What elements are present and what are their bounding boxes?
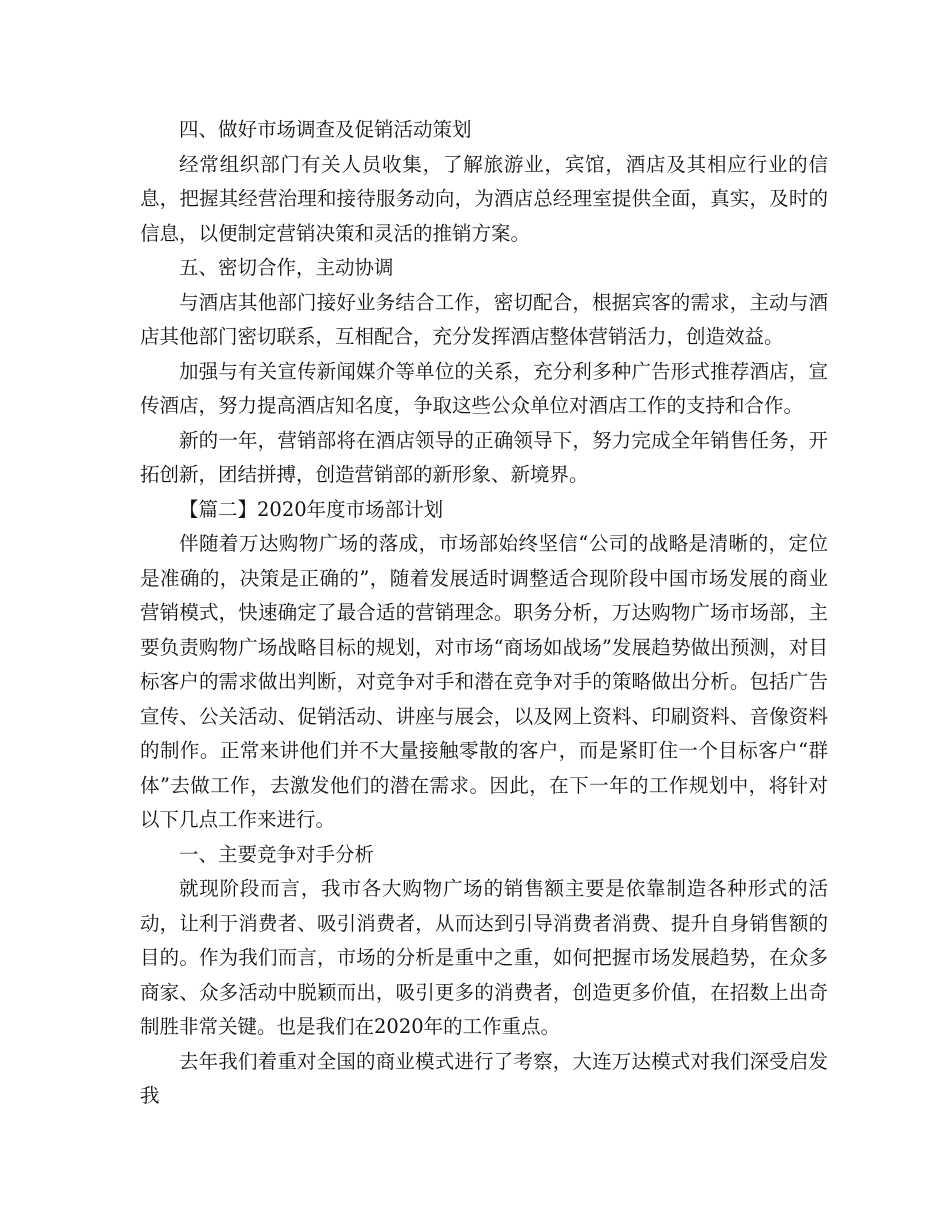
document-body: [140, 113, 828, 1114]
paragraph: 去年我们着重对全国的商业模式进行了考察，大连万达模式对我们深受启发我: [140, 1049, 828, 1107]
paragraph: 新的一年，营销部将在酒店领导的正确领导下，努力完成全年销售任务，开拓创新，团结拼搏，创造营销部的新形象、新境界。: [140, 428, 828, 486]
section-heading-market-research: 四、做好市场调查及促销活动策划: [179, 118, 472, 141]
section-heading-competitor-analysis: 一、主要竞争对手分析: [179, 842, 375, 866]
paragraph: 伴随着万达购物广场的落成，市场部始终坚信“公司的战略是清晰的，定位是准确的，决策是正确的”，随着发展适时调整适合现阶段中国市场发展的商业营销模式，快速确定了最合适的营销理念。职务分析，万达购物广场市场部，主要负责购物广场战略目标的规划，对市场“商场如战场”发展趋势做出预测，对目标客户的需求做出判断，对竞争对手和潜在竞争对手的策略做出分析。包括广告宣传、公关活动、促销活动、讲座与展会，以及网上资料、印刷资料、音像资料的制作。正常来讲他们并不大量接触零散的客户，而是紧盯住一个目标客户“群体”去做工作，去激发他们的潜在需求。因此，在下一年的工作规划中，将针对以下几点工作来进行。: [140, 532, 828, 831]
paragraph: 就现阶段而言，我市各大购物广场的销售额主要是依靠制造各种形式的活动，让利于消费者、吸引消费者，从而达到引导消费者消费、提升自身销售额的目的。作为我们而言，市场的分析是重中之重，如何把握市场发展趋势，在众多商家、众多活动中脱颖而出，吸引更多的消费者，创造更多价值，在招数上出奇制胜非常关键。也是我们在2020年的工作重点。: [140, 877, 828, 1038]
paragraph: 经常组织部门有关人员收集，了解旅游业，宾馆，酒店及其相应行业的信息，把握其经营治理和接待服务动向，为酒店总经理室提供全面，真实，及时的信息，以便制定营销决策和灵活的推销方案。: [140, 152, 828, 245]
paragraph: 加强与有关宣传新闻媒介等单位的关系，充分利多种广告形式推荐酒店，宣传酒店，努力提高酒店知名度，争取这些公众单位对酒店工作的支持和合作。: [140, 359, 828, 417]
section-heading-cooperation: 五、密切合作，主动协调: [179, 256, 394, 279]
paragraph: 与酒店其他部门接好业务结合工作，密切配合，根据宾客的需求，主动与酒店其他部门密切联系，互相配合，充分发挥酒店整体营销活力，创造效益。: [140, 290, 828, 348]
chapter-heading: 【篇二】2020年度市场部计划: [179, 497, 444, 521]
